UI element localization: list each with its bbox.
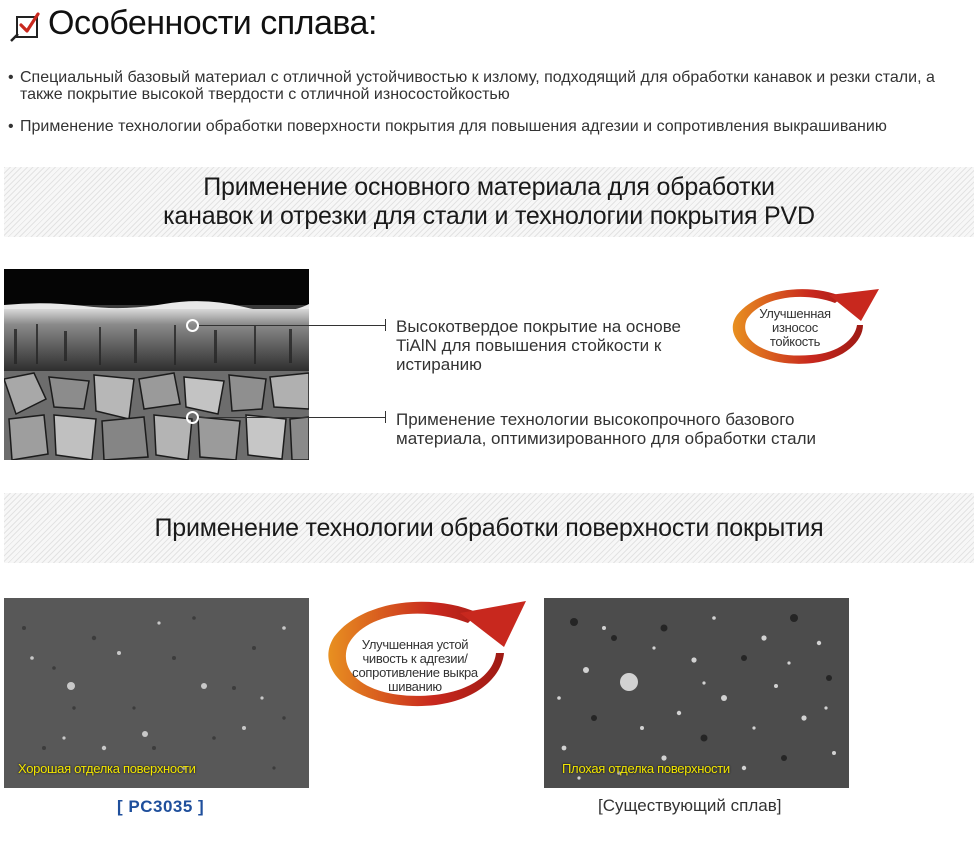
banner-line-2: канавок и отрезки для стали и технологии покрытия PVD [163, 202, 815, 230]
section-banner-surface [4, 493, 974, 563]
badge-line-3: тойкость [769, 334, 821, 349]
checkbox-check-icon [10, 12, 40, 42]
feature-bullet-1: • Специальный базовый материал с отличной устойчивостью к излому, подходящий для обработки канавок и резки стали, а также покрытие высокой твердости с отличной износостойкостью [8, 69, 968, 103]
coating-callout-tick [385, 319, 386, 331]
badge-line-2: износос [772, 320, 818, 335]
poor-surface-label: Плохая отделка поверхности [562, 761, 730, 776]
existing-alloy-caption: [Существующий сплав] [598, 796, 782, 815]
coating-callout-line [199, 325, 385, 326]
adhesion-line-4: шиванию [388, 679, 442, 694]
adhesion-badge [330, 638, 500, 694]
coating-callout-text: Высокотвердое покрытие на основе TiAlN для повышения стойкости к истиранию [396, 317, 681, 374]
pc3035-caption: [ PC3035 ] [117, 797, 205, 816]
page-title: Особенности сплава: [48, 4, 377, 42]
adhesion-line-3: сопротивление выкра [352, 665, 478, 680]
banner-surface-title: Применение технологии обработки поверхности покрытия [154, 513, 824, 542]
adhesion-line-2: чивость к адгезии/ [362, 651, 468, 666]
substrate-callout-line [199, 417, 385, 418]
badge-line-1: Улучшенная [759, 306, 831, 321]
feature-list [8, 69, 968, 150]
good-surface-micrograph [4, 598, 309, 788]
coating-marker [186, 319, 199, 332]
cross-section-micrograph [4, 269, 309, 460]
feature-bullet-2: • Применение технологии обработки поверхности покрытия для повышения адгезии и сопротивления выкрашиванию [8, 118, 968, 135]
good-surface-label: Хорошая отделка поверхности [18, 761, 196, 776]
substrate-callout-text: Применение технологии высокопрочного базового материала, оптимизированного для обработки стали [396, 410, 816, 448]
wear-resistance-badge [745, 307, 845, 349]
banner-line-1: Применение основного материала для обработки [203, 173, 775, 201]
section-banner-material [4, 167, 974, 237]
substrate-callout-tick [385, 411, 386, 423]
poor-surface-micrograph [544, 598, 849, 788]
substrate-marker [186, 411, 199, 424]
adhesion-line-1: Улучшенная устой [361, 637, 469, 652]
